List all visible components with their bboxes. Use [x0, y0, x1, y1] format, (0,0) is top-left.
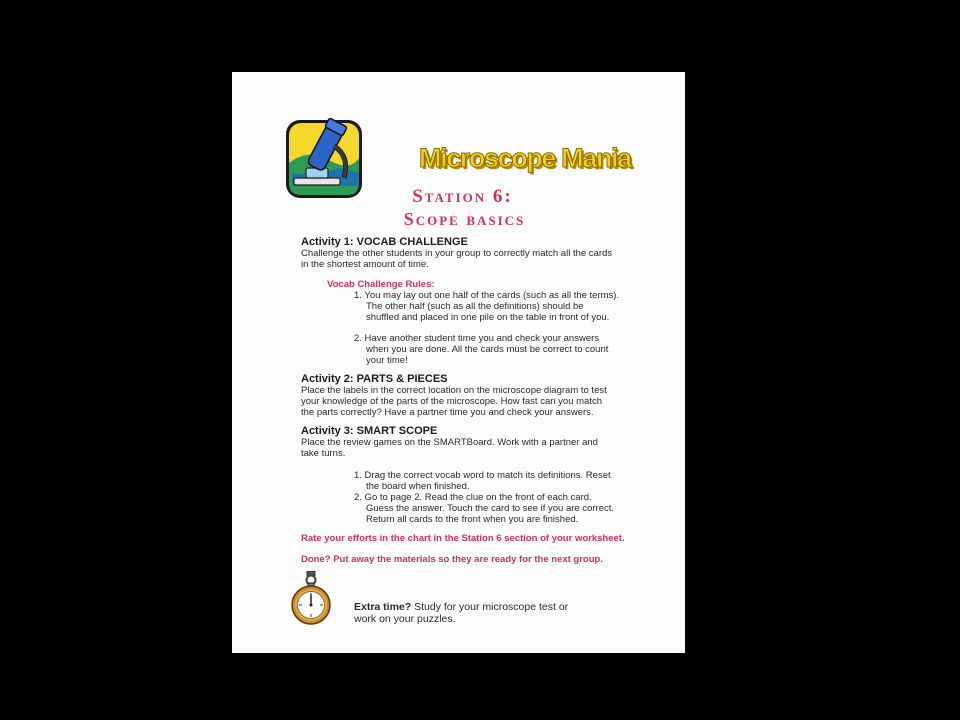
activity2-text-line: your knowledge of the parts of the microscope. How fast can you match — [301, 396, 602, 407]
done-note: Done? Put away the materials so they are ready for the next group. — [301, 554, 603, 565]
extra-time-label: Extra time? — [354, 601, 412, 613]
activity3-text-line: take turns. — [301, 448, 346, 459]
activity3-heading: Activity 3: SMART SCOPE — [301, 425, 438, 437]
step-line: the board when finished. — [366, 481, 470, 492]
activity3-text-line: Place the review games on the SMARTBoard. Work with a partner and — [301, 437, 598, 448]
worksheet-page — [232, 72, 685, 653]
rule-line: The other half (such as all the definitions) should be — [366, 301, 584, 312]
stopwatch-icon — [290, 571, 332, 627]
banner-title: Microscope Mania — [419, 143, 631, 173]
rule-line: your time! — [366, 355, 408, 366]
rules-heading: Vocab Challenge Rules: — [327, 279, 435, 290]
rule-line: when you are done. All the cards must be correct to count — [366, 344, 609, 355]
activity1-text-line: Challenge the other students in your group to correctly match all the cards — [301, 248, 613, 259]
rate-note: Rate your efforts in the chart in the Station 6 section of your worksheet. — [301, 533, 625, 544]
activity2-heading: Activity 2: PARTS & PIECES — [301, 373, 448, 385]
step-line: 2. Go to page 2. Read the clue on the front of each card. — [354, 492, 592, 503]
step-line: 1. Drag the correct vocab word to match its definitions. Reset — [354, 470, 611, 481]
activity1-heading: Activity 1: VOCAB CHALLENGE — [301, 236, 468, 248]
station-subtitle: Scope basics — [403, 209, 526, 229]
step-line: Guess the answer. Touch the card to see if you are correct. — [366, 503, 615, 514]
activity1-text-line: in the shortest amount of time. — [301, 259, 429, 270]
step-line: Return all cards to the front when you are finished. — [366, 514, 579, 525]
station-title: Station 6: — [412, 186, 513, 207]
extra-time-line — [354, 601, 568, 613]
rule-line: shuffled and placed in one pile on the table in front of you. — [366, 312, 610, 323]
rule-line: 1. You may lay out one half of the cards (such as all the terms). — [354, 290, 620, 301]
activity2-text-line: Place the labels in the correct location on the microscope diagram to test — [301, 385, 607, 396]
activity2-text-line: the parts correctly? Have a partner time you and check your answers. — [301, 407, 594, 418]
extra-time-text: Study for your microscope test or — [411, 601, 569, 613]
extra-time-line: work on your puzzles. — [354, 613, 456, 625]
rule-line: 2. Have another student time you and check your answers — [354, 333, 600, 344]
